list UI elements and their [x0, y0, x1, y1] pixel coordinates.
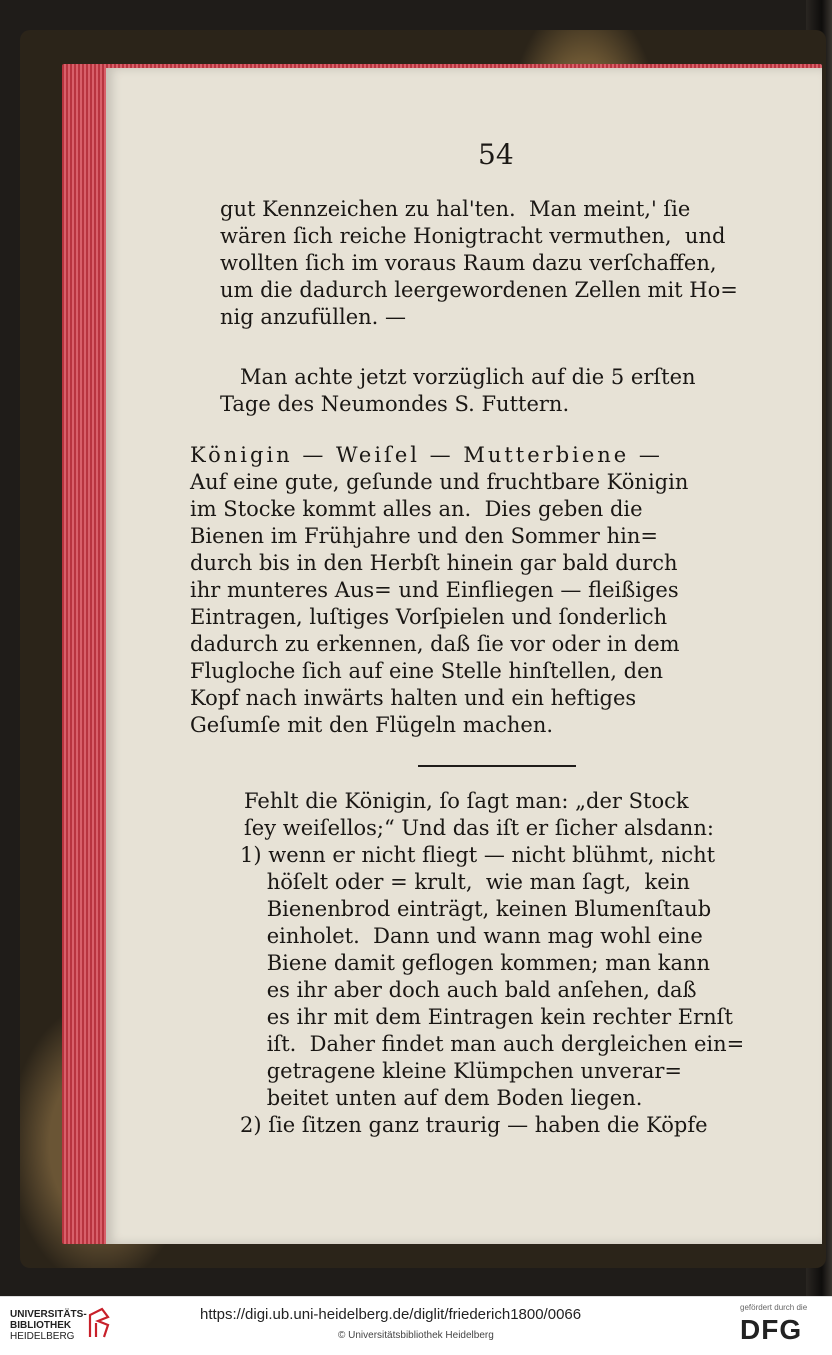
copyright-notice: © Universitätsbibliothek Heidelberg [338, 1330, 494, 1341]
logo-line-1: UNIVERSITÄTS- [10, 1309, 87, 1320]
numbered-list: 1) wenn er nicht fliegt — nicht blühmt, nicht höſelt oder = krult, wie man ſagt, kein Bienenbrod einträgt, keinen Blumenſtaub einholet. Dann und wann mag wohl eine Biene damit geflogen kommen; man kann es ihr aber doch auch bald anſehen, daß es ihr mit dem Eintragen kein rechter Ernſt iſt. Daher findet man auch dergleichen ein= getragene kleine Klümpchen unverar= beitet unten auf dem Boden liegen. 2) ſie ſitzen ganz traurig — haben die Köpfe [240, 843, 745, 1137]
library-logo-text [10, 1309, 87, 1342]
permalink[interactable]: https://digi.ub.uni-heidelberg.de/diglit/friederich1800/0066 [200, 1306, 582, 1323]
paragraph-1: gut Kennzeichen zu hal'ten. Man meint,' ſie wären ſich reiche Honigtracht vermuthen, und wollten ſich im voraus Raum dazu verſchaffen, um die dadurch leergewordenen Zellen mit Ho= nig anzufüllen. — [220, 197, 738, 329]
paragraph-3-body: Auf eine gute, geſunde und fruchtbare Königin im Stocke kommt alles an. Dies geben die Bienen im Frühjahre und den Sommer hin= durch bis in den Herbſt hinein gar bald durch ihr munteres Aus= und Einfliegen — fleißiges Eintragen, luſtiges Vorſpielen und ſonderlich dadurch zu erkennen, daß ſie vor oder in dem Flugloche ſich auf eine Stelle hinſtellen, den Kopf nach inwärts halten und ein heftiges Geſumſe mit den Flügeln machen. [190, 470, 689, 737]
logo-line-2: BIBLIOTHEK [10, 1320, 72, 1331]
dfg-logo: DFG [740, 1314, 803, 1345]
funding-note: gefördert durch die [740, 1303, 808, 1312]
paragraph-2: Man achte jetzt vorzüglich auf die 5 erſten Tage des Neumondes S. Futtern. [220, 365, 696, 416]
section-heading: Königin — Weiſel — Mutterbiene — [190, 443, 663, 467]
section-divider [418, 765, 576, 767]
library-logo-icon [86, 1307, 112, 1343]
viewer-footer [0, 1296, 832, 1355]
paragraph-4: Fehlt die Königin, ſo ſagt man: „der Stock ſey weiſellos;“ Und das iſt er ſicher alsdann: [244, 789, 714, 840]
paragraph-3 [190, 442, 688, 739]
page-number: 54 [478, 138, 514, 171]
logo-line-3: HEIDELBERG [10, 1331, 75, 1342]
